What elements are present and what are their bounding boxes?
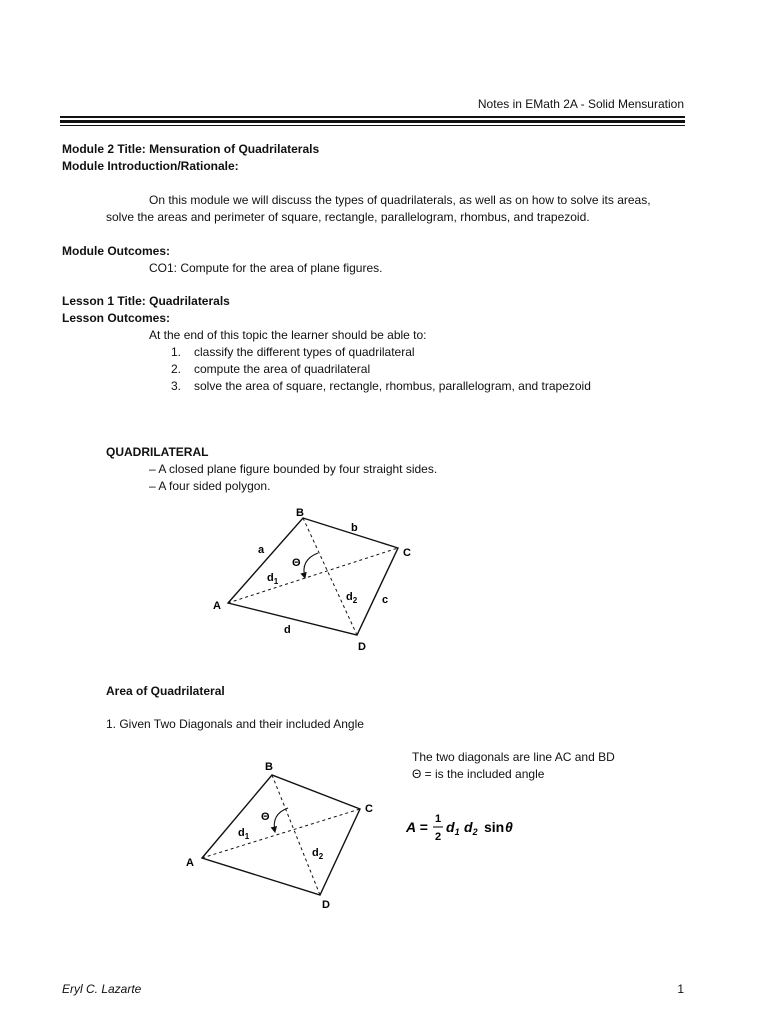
side-label-a: a: [258, 544, 265, 556]
header-rule: [60, 120, 685, 123]
area-case1: 1. Given Two Diagonals and their included Angle: [106, 717, 364, 731]
list-item: solve the area of square, rectangle, rhombus, parallelogram, and trapezoid: [194, 379, 591, 393]
diagonal-ac: [202, 809, 360, 858]
lesson-intro: At the end of this topic the learner should be able to:: [149, 328, 427, 342]
angle-label: Θ: [292, 557, 301, 569]
formula-denominator: 2: [435, 831, 442, 843]
vertex-label-d: D: [322, 899, 330, 911]
angle-label: Θ: [261, 811, 270, 823]
module-intro-heading: Module Introduction/Rationale:: [62, 159, 239, 173]
quadrilateral-figure: [200, 500, 430, 660]
formula-sin: sin: [484, 819, 505, 835]
vertex-label-a: A: [213, 600, 221, 612]
module-title: Module 2 Title: Mensuration of Quadrilaterals: [62, 142, 320, 156]
quadrilateral-outline: [228, 518, 398, 635]
quadrilateral-definition: – A closed plane figure bounded by four straight sides.: [149, 462, 438, 476]
area-formula: [404, 806, 524, 848]
list-item: classify the different types of quadrilateral: [194, 345, 415, 359]
diagonal-ac: [228, 548, 398, 603]
header-rule: [60, 125, 685, 126]
module-intro-line2: solve the areas and perimeter of square, rectangle, parallelogram, rhombus, and trapezoid.: [106, 210, 590, 224]
list-item-number: 2.: [171, 362, 182, 376]
module-outcome-co1: CO1: Compute for the area of plane figures.: [149, 261, 383, 275]
formula-d1: $d_1$: [446, 819, 460, 837]
list-item: compute the area of quadrilateral: [194, 362, 371, 376]
diagonal-bd: [272, 775, 320, 895]
header-title: Notes in EMath 2A - Solid Mensuration: [477, 97, 684, 111]
quadrilateral-outline: [202, 775, 360, 895]
list-item-number: 3.: [171, 379, 182, 393]
area-note: Θ = is the included angle: [412, 767, 545, 781]
formula-d2: $d_2$: [464, 819, 478, 837]
header-rule: [60, 116, 685, 118]
side-label-c: c: [382, 594, 389, 606]
side-label-b: b: [351, 522, 358, 534]
list-item-number: 1.: [171, 345, 182, 359]
vertex-label-b: B: [296, 507, 304, 519]
page-number: 1: [677, 982, 684, 996]
side-label-d: d: [284, 624, 291, 636]
vertex-label-c: C: [365, 803, 373, 815]
diagonal-label-d1: $d_1$: [267, 572, 279, 586]
diagonal-label-d2: $d_2$: [346, 591, 358, 605]
footer-author: Eryl C. Lazarte: [62, 982, 142, 996]
formula-theta: θ: [505, 819, 513, 835]
diagonal-bd: [303, 518, 357, 635]
module-intro-line1: On this module we will discuss the types of quadrilaterals, as well as on how to solve its areas,: [149, 193, 651, 207]
area-note: The two diagonals are line AC and BD: [412, 750, 615, 764]
lesson-outcomes-heading: Lesson Outcomes:: [62, 311, 171, 325]
lesson-title: Lesson 1 Title: Quadrilaterals: [62, 294, 230, 308]
angle-arc: [274, 808, 288, 832]
diagonal-label-d2: $d_2$: [312, 847, 324, 861]
diagonal-label-d1: $d_1$: [238, 827, 250, 841]
quadrilateral-diagonals-figure: [180, 755, 390, 915]
vertex-label-d: D: [358, 641, 366, 653]
quadrilateral-heading: QUADRILATERAL: [106, 445, 209, 459]
vertex-label-c: C: [403, 547, 411, 559]
vertex-label-a: A: [186, 857, 194, 869]
area-heading: Area of Quadrilateral: [106, 684, 225, 698]
module-outcomes-heading: Module Outcomes:: [62, 244, 171, 258]
vertex-label-b: B: [265, 761, 273, 773]
quadrilateral-definition: – A four sided polygon.: [149, 479, 271, 493]
formula-lhs: A =: [406, 819, 428, 835]
formula-numerator: 1: [435, 813, 442, 825]
